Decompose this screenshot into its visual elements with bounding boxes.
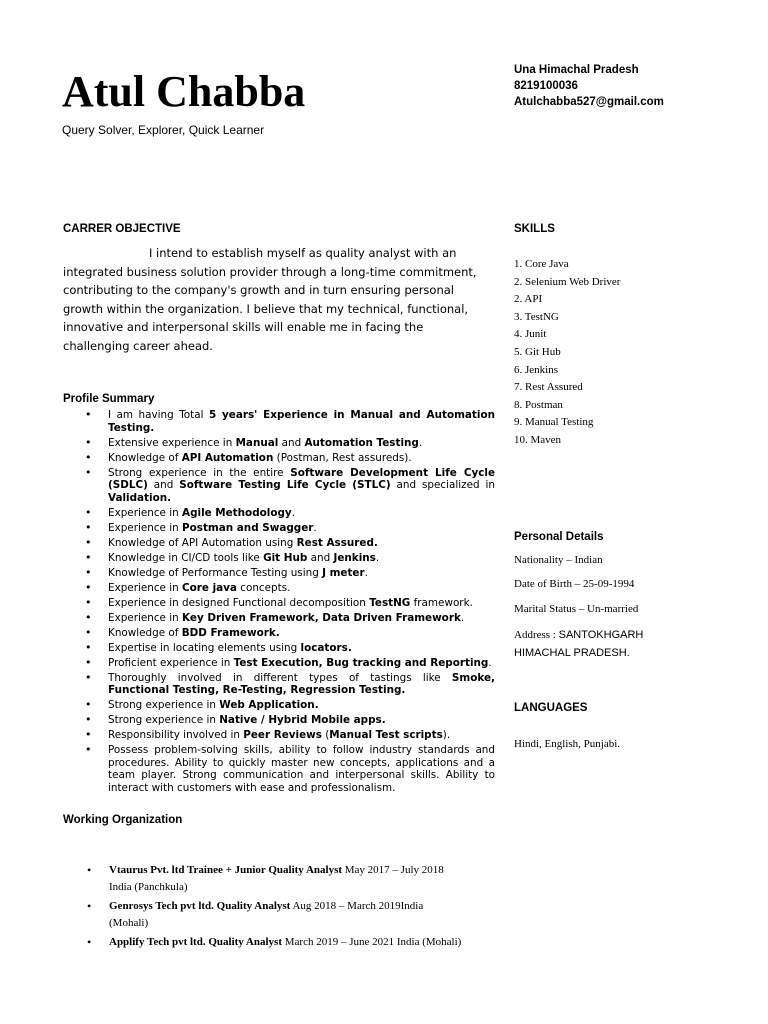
work-period: March 2019 – June 2021 India (Mohali) [282,936,462,948]
skill-item: 10. Maven [514,433,562,446]
profile-summary-list [63,409,495,797]
work-item [63,898,461,931]
profile-summary-item: • Experience in designed Functional decomposition TestNG framework. [63,597,495,610]
skill-item: 9. Manual Testing [514,416,594,429]
skill-item: 3. TestNG [514,310,559,323]
work-location: India (Panchkula) [109,880,188,893]
tagline: Query Solver, Explorer, Quick Learner [62,123,265,137]
date-of-birth: Date of Birth – 25-09-1994 [514,578,635,590]
profile-summary-item: • I am having Total 5 years' Experience in Manual and Automation Testing. [63,409,495,434]
nationality: Nationality – Indian [514,554,603,566]
profile-summary-item: • Strong experience in the entire Software Development Life Cycle (SDLC) and Software Testing Life Cycle (STLC) and specialized in Validation. [63,467,495,505]
skill-item: 2. Selenium Web Driver [514,275,621,288]
address-line-2: HIMACHAL PRADESH. [514,647,630,659]
profile-summary-item: • Experience in Key Driven Framework, Data Driven Framework. [63,612,495,625]
profile-summary-item: • Responsibility involved in Peer Reviews (Manual Test scripts). [63,729,495,742]
skill-item: 8. Postman [514,398,563,411]
work-org: Vtaurus Pvt. ltd Trainee + Junior Quality Analyst [109,864,343,876]
objective-heading: CARRER OBJECTIVE [63,223,181,235]
languages-heading: LANGUAGES [514,702,588,714]
skill-item: 6. Jenkins [514,363,558,376]
profile-summary-item: • Knowledge of BDD Framework. [63,627,495,640]
work-list [63,862,461,954]
objective-text-block [63,244,483,355]
profile-summary-item: • Strong experience in Native / Hybrid Mobile apps. [63,714,495,727]
skill-item: 7. Rest Assured [514,381,583,394]
objective-text: I intend to establish myself as quality analyst with an integrated business solution provider through a long-time commitment, contributing to the company's growth and in turn ensuring personal growth within the organization. I believe that my technical, functional, innovative and interpersonal skills will enable me in facing the challenging career ahead. [63,246,477,353]
work-period: Aug 2018 – March 2019India [290,900,424,912]
address-line-1 [514,629,643,641]
profile-summary-item: • Knowledge of Performance Testing using J meter. [63,567,495,580]
skill-item: 2. API [514,293,543,306]
skills-heading: SKILLS [514,223,555,235]
profile-summary-item: • Knowledge in CI/CD tools like Git Hub and Jenkins. [63,552,495,565]
work-item [63,934,461,951]
profile-summary-item: • Thoroughly involved in different types of tastings like Smoke, Functional Testing, Re-Testing, Regression Testing. [63,672,495,697]
profile-summary-item: • Experience in Agile Methodology. [63,507,495,520]
skill-item: 1. Core Java [514,258,569,270]
languages-text: Hindi, English, Punjabi. [514,738,621,750]
skill-item: 4. Junit [514,328,547,341]
work-period: May 2017 – July 2018 [342,864,444,876]
marital-status: Marital Status – Un-married [514,603,639,615]
profile-summary-heading: Profile Summary [63,393,155,405]
skill-item: 5. Git Hub [514,345,561,358]
profile-summary-item: • Strong experience in Web Application. [63,699,495,712]
profile-summary-item: • Knowledge of API Automation (Postman, Rest assureds). [63,452,495,465]
work-org: Genrosys Tech pvt ltd. Quality Analyst [109,900,291,912]
profile-summary-item: • Proficient experience in Test Execution, Bug tracking and Reporting. [63,657,495,670]
work-org: Applify Tech pvt ltd. Quality Analyst [109,936,282,948]
profile-summary-item: • Expertise in locating elements using locators. [63,642,495,655]
profile-summary-item: • Knowledge of API Automation using Rest Assured. [63,537,495,550]
address-value: SANTOKHGARH [558,629,644,641]
profile-summary-item: • Possess problem-solving skills, ability to follow industry standards and procedures. Ability to quickly master new concepts, applications and a team player. Strong communication and interpersonal skills. Ability to interact with customers with ease and professionalism. [63,744,495,794]
contact-location: Una Himachal Pradesh [514,64,639,76]
contact-email: Atulchabba527@gmail.com [514,96,664,108]
candidate-name: Atul Chabba [62,67,306,116]
work-location: (Mohali) [109,916,149,929]
personal-details-heading: Personal Details [514,531,604,543]
address-label: Address : [514,629,559,641]
work-item [63,862,461,895]
skills-list [514,256,620,450]
working-organization-heading: Working Organization [63,814,183,826]
profile-summary-item: • Experience in Core java concepts. [63,582,495,595]
profile-summary-item: • Experience in Postman and Swagger. [63,522,495,535]
contact-block [514,62,664,110]
contact-phone: 8219100036 [514,80,578,92]
profile-summary-item: • Extensive experience in Manual and Automation Testing. [63,437,495,450]
